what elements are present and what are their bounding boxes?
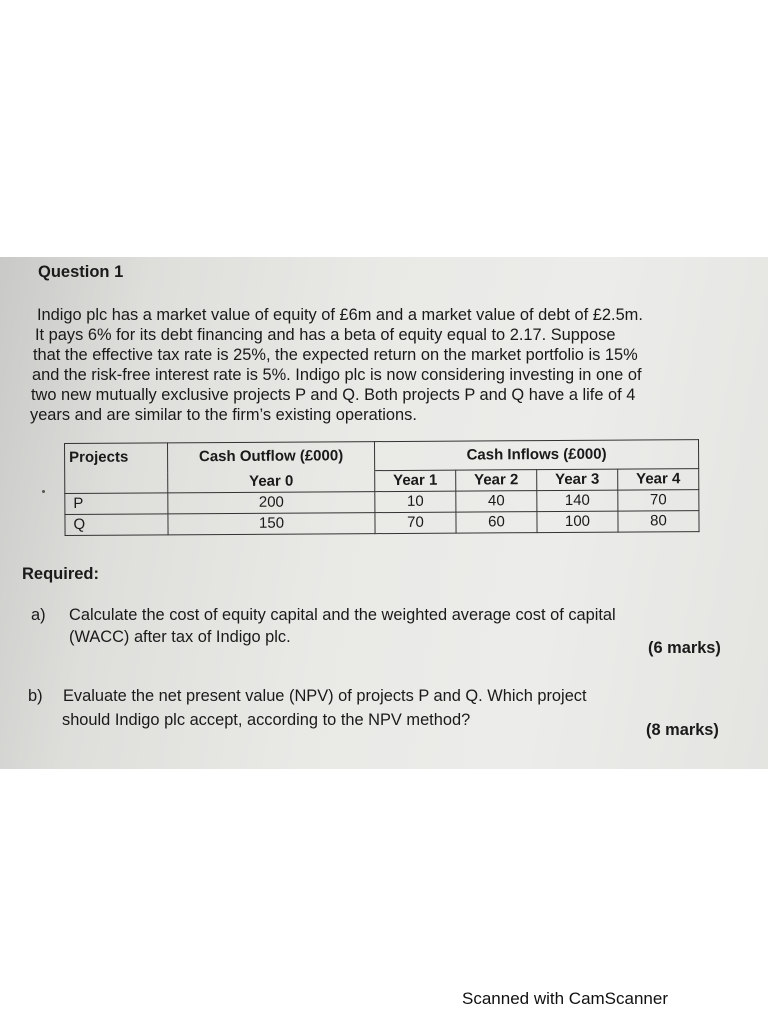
row-project: Q — [65, 514, 168, 536]
row-year-0: 150 — [168, 513, 375, 535]
row-year-3: 100 — [537, 511, 618, 532]
row-year-1: 10 — [375, 491, 456, 512]
part-a-marks: (6 marks) — [648, 639, 721, 657]
header-year-3: Year 3 — [537, 469, 618, 490]
part-b-line-2: should Indigo plc accept, according to the NPV method? — [62, 711, 471, 729]
part-b-line-1: Evaluate the net present value (NPV) of projects P and Q. Which project — [63, 687, 587, 705]
intro-line: that the effective tax rate is 25%, the expected return on the market portfolio is 15% — [33, 346, 638, 364]
row-year-4: 80 — [618, 511, 699, 532]
row-year-0: 200 — [168, 492, 375, 514]
part-a-line-2: (WACC) after tax of Indigo plc. — [69, 628, 291, 646]
table-row — [65, 511, 699, 536]
question-intro — [0, 301, 768, 431]
part-b-marks: (8 marks) — [646, 721, 719, 739]
part-a-letter: a) — [31, 606, 46, 624]
row-year-3: 140 — [537, 490, 618, 511]
row-year-1: 70 — [375, 512, 456, 533]
part-b-letter: b) — [28, 687, 43, 705]
header-cash-inflows: Cash Inflows (£000) — [374, 440, 698, 471]
row-project: P — [65, 493, 168, 515]
part-a-line-1: Calculate the cost of equity capital and the weighted average cost of capital — [69, 606, 616, 624]
intro-line: two new mutually exclusive projects P and Q. Both projects P and Q have a life of 4 — [31, 386, 636, 404]
header-projects-blank — [65, 472, 168, 494]
header-year-0: Year 0 — [168, 471, 375, 493]
header-year-1: Year 1 — [375, 470, 456, 491]
row-year-2: 40 — [456, 491, 537, 512]
row-year-4: 70 — [618, 490, 699, 511]
intro-line: years and are similar to the firm’s existing operations. — [30, 406, 417, 424]
intro-line: Indigo plc has a market value of equity of £6m and a market value of debt of £2.5m. — [37, 306, 643, 324]
header-projects: Projects — [65, 443, 168, 473]
intro-line: It pays 6% for its debt financing and has a beta of equity equal to 2.17. Suppose — [35, 326, 616, 344]
intro-line: and the risk-free interest rate is 5%. Indigo plc is now considering investing in one of — [32, 366, 642, 384]
row-year-2: 60 — [456, 512, 537, 533]
header-cash-outflow: Cash Outflow (£000) — [168, 442, 375, 472]
required-heading: Required: — [22, 565, 100, 583]
header-year-2: Year 2 — [456, 470, 537, 491]
cash-flow-table — [64, 439, 700, 536]
scanned-photo — [0, 257, 768, 769]
header-year-4: Year 4 — [618, 469, 699, 490]
question-title: Question 1 — [38, 263, 124, 281]
camscanner-watermark: Scanned with CamScanner — [462, 989, 669, 1008]
stray-mark — [42, 490, 45, 493]
